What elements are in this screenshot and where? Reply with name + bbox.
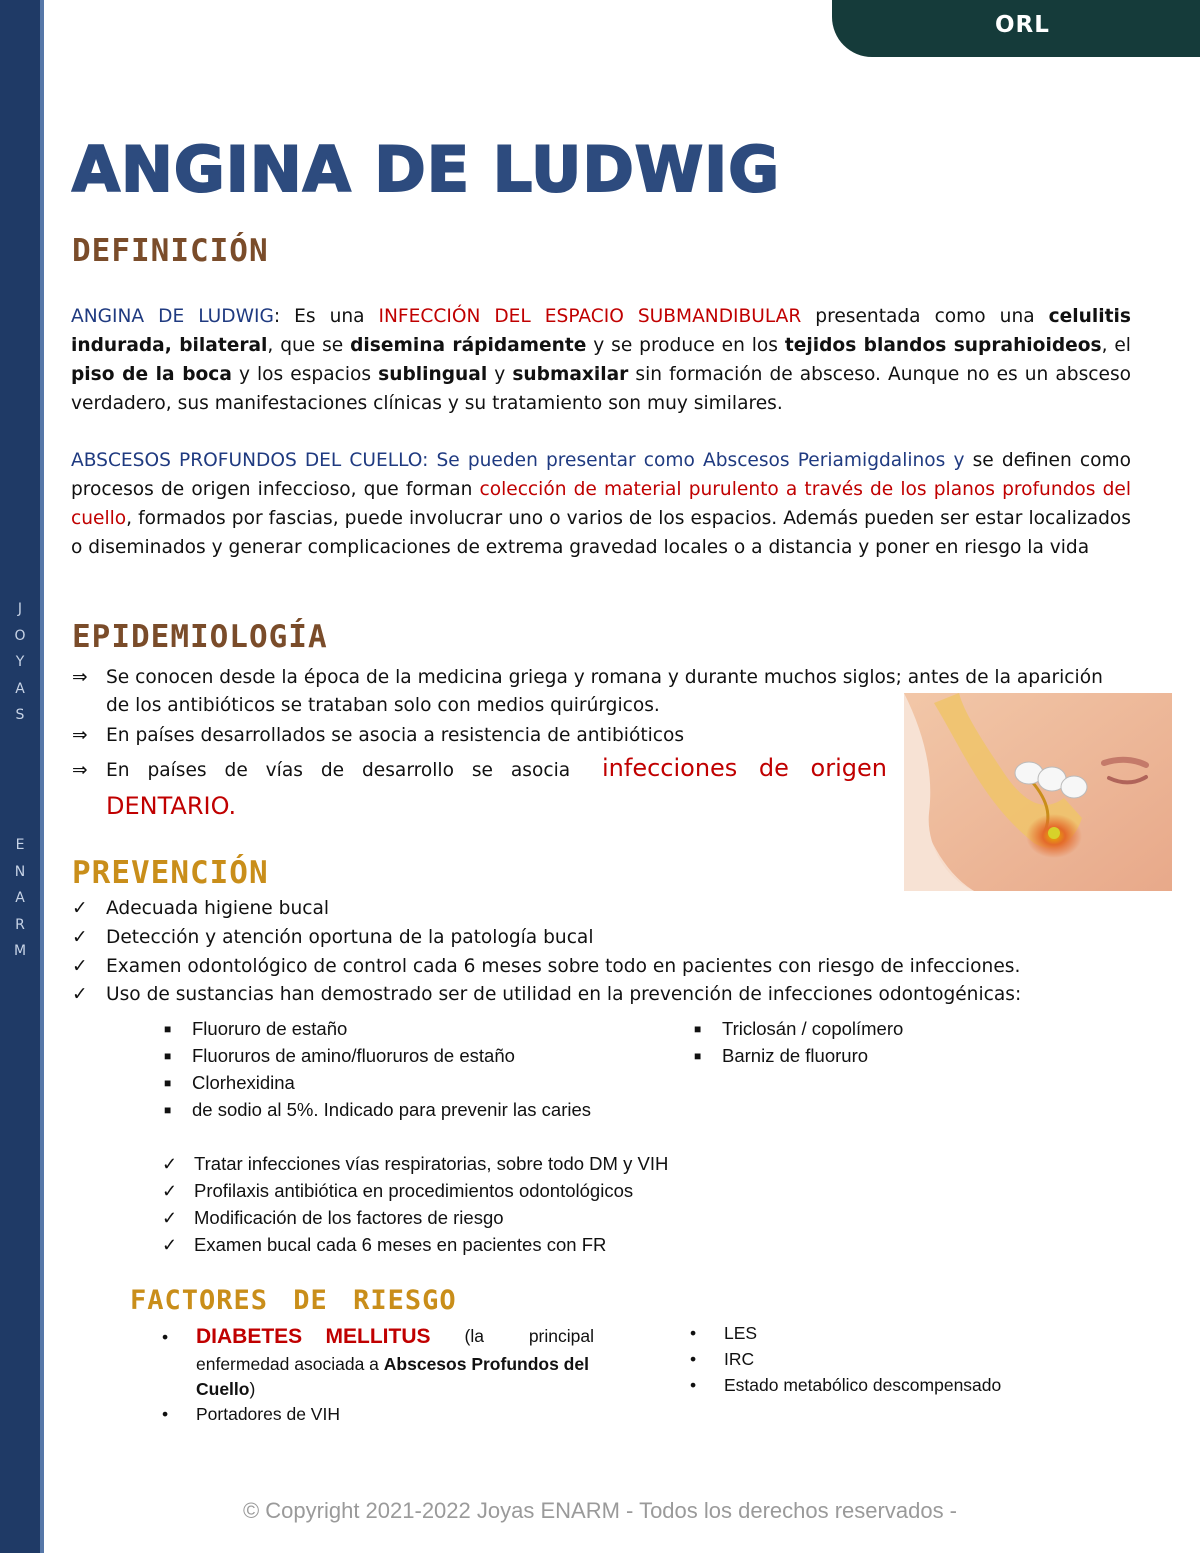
sidebar-letter: M	[13, 943, 27, 959]
square-bullet-icon: ■	[694, 1022, 702, 1036]
sub-list-item-text: Fluoruros de amino/fluoruros de estaño	[192, 1045, 515, 1066]
sub-list-item	[160, 1069, 295, 1097]
bold-text: sublingual	[378, 364, 488, 385]
sub-list-item	[160, 1042, 515, 1070]
text: , formados por fascias, puede involucrar uno o varios de los espacios. Además pueden ser estar localizados o diseminados y generar complicaciones de extrema gravedad locales o a distancia y poner en riesgo la vida	[71, 508, 1131, 558]
text: y los espacios	[231, 364, 379, 385]
text: y	[487, 364, 513, 385]
bullet-icon: •	[690, 1375, 697, 1395]
sidebar-letter: A	[15, 680, 25, 697]
risk-factor-continuation	[196, 1377, 255, 1403]
list-item-text: En países desarrollados se asocia a resistencia de antibióticos	[106, 725, 685, 746]
checkmark-icon: ✓	[162, 1235, 178, 1255]
checkmark-icon: ✓	[162, 1208, 178, 1228]
heading-epidemiologia: EPIDEMIOLOGÍA	[72, 619, 328, 655]
arrow-icon: ⇒	[72, 725, 88, 746]
heading-prevencion: PREVENCIÓN	[72, 855, 269, 891]
sidebar-letter: N	[14, 863, 26, 880]
page-title: ANGINA DE LUDWIG	[72, 133, 781, 206]
sidebar-letter: S	[15, 707, 25, 723]
highlight-text: DENTARIO.	[106, 792, 237, 820]
bullet-icon: •	[162, 1327, 169, 1347]
bullet-icon: •	[690, 1323, 697, 1343]
section-tab-label: ORL	[995, 12, 1050, 38]
list-item-text: Se conocen desde la época de la medicina griega y romana y durante muchos siglos; antes de la aparición	[106, 667, 1103, 688]
text-navy: Se pueden presentar como Abscesos Periamigdalinos y	[428, 450, 965, 471]
bold-text: disemina rápidamente	[350, 335, 587, 356]
risk-factor-item	[162, 1324, 594, 1351]
text: se definen como procesos de origen infeccioso, que forman	[71, 450, 1131, 500]
risk-factor-continuation	[196, 1352, 589, 1378]
sidebar-strip	[0, 0, 44, 1553]
list-item-text: Adecuada higiene bucal	[106, 898, 330, 919]
sub-list-item-text: Triclosán / copolímero	[722, 1018, 904, 1039]
sub-list-item	[160, 1096, 591, 1124]
paragraph-angina	[71, 302, 1131, 418]
sidebar-edge	[40, 0, 44, 1553]
text: (la principal	[464, 1326, 594, 1346]
square-bullet-icon: ■	[164, 1022, 172, 1036]
sub-list-item-text: Fluoruro de estaño	[192, 1018, 348, 1039]
sidebar-letter: Y	[15, 654, 25, 670]
list-item	[162, 1150, 668, 1178]
sidebar-letter: R	[15, 916, 25, 933]
list-item-text: En países de vías de desarrollo se asocia	[106, 760, 571, 781]
risk-factor-text: Portadores de VIH	[196, 1404, 340, 1424]
checkmark-icon: ✓	[72, 956, 88, 977]
copyright-footer: © Copyright 2021-2022 Joyas ENARM - Todos los derechos reservados -	[242, 1498, 958, 1523]
list-item-text: Uso de sustancias han demostrado ser de utilidad en la prevención de infecciones odontogénicas:	[106, 984, 1022, 1005]
sidebar-letter: O	[14, 627, 26, 644]
sidebar-letter: A	[15, 890, 25, 906]
list-item-text: Profilaxis antibiótica en procedimientos odontológicos	[194, 1180, 634, 1201]
list-item-text: Modificación de los factores de riesgo	[194, 1207, 504, 1228]
list-item-text: Tratar infecciones vías respiratorias, sobre todo DM y VIH	[194, 1153, 669, 1174]
list-item	[162, 1231, 606, 1259]
heading-definicion: DEFINICIÓN	[72, 233, 269, 269]
list-item	[72, 894, 329, 923]
term: ANGINA DE LUDWIG	[71, 306, 274, 327]
list-item-continuation: de los antibióticos se trataban solo con medios quirúrgicos.	[106, 695, 660, 716]
highlight-text: infecciones de origen	[601, 754, 887, 782]
bold-text: Cuello	[196, 1379, 250, 1399]
risk-factor-item	[690, 1347, 754, 1373]
arrow-icon: ⇒	[72, 667, 88, 688]
square-bullet-icon: ■	[694, 1049, 702, 1063]
sub-list-item-text: Barniz de fluoruro	[722, 1045, 869, 1066]
text: , el	[1101, 335, 1131, 356]
list-item-text: Examen bucal cada 6 meses en pacientes con FR	[194, 1234, 607, 1255]
sub-list-item	[160, 1015, 347, 1043]
text: y se produce en los	[586, 335, 785, 356]
bullet-icon: •	[162, 1404, 169, 1424]
sub-list-item	[690, 1015, 903, 1043]
risk-factor-item	[162, 1402, 340, 1428]
highlight-text: DIABETES MELLITUS	[196, 1325, 431, 1348]
text: )	[249, 1379, 256, 1399]
square-bullet-icon: ■	[164, 1103, 172, 1117]
bullet-icon: •	[690, 1349, 697, 1369]
text: presentada como una	[801, 306, 1049, 327]
sidebar-letter: E	[15, 837, 25, 853]
risk-factor-text: LES	[724, 1323, 758, 1343]
risk-factor-text: IRC	[724, 1349, 755, 1369]
list-item	[72, 663, 1103, 692]
text: enfermedad asociada a	[196, 1354, 384, 1374]
square-bullet-icon: ■	[164, 1076, 172, 1090]
term: ABSCESOS PROFUNDOS DEL CUELLO:	[71, 450, 429, 471]
sidebar-word-joyas	[8, 596, 32, 729]
bold-text: Abscesos Profundos del	[383, 1354, 589, 1374]
risk-factor-text: Estado metabólico descompensado	[724, 1375, 1002, 1395]
text: sin formación de absceso. Aunque no es un absceso verdadero, sus manifestaciones clínicas y su tratamiento son muy similares.	[71, 364, 1132, 414]
paragraph-abscesos	[71, 446, 1131, 562]
sidebar-letter: J	[17, 601, 23, 617]
checkmark-icon: ✓	[72, 984, 88, 1005]
list-item	[72, 721, 684, 750]
square-bullet-icon: ■	[164, 1049, 172, 1063]
bold-text: tejidos blandos suprahioideos	[784, 335, 1102, 356]
bold-text: piso de la boca	[71, 364, 232, 385]
checkmark-icon: ✓	[162, 1154, 178, 1174]
sub-list-item-text: Clorhexidina	[192, 1072, 295, 1093]
heading-factores-riesgo: FACTORES DE RIESGO	[130, 1285, 457, 1316]
sub-list-item	[690, 1042, 868, 1070]
bold-text: celulitis indurada, bilateral	[71, 306, 1131, 356]
checkmark-icon: ✓	[162, 1181, 178, 1201]
list-item	[72, 923, 594, 952]
list-item	[72, 756, 887, 785]
term-highlight: INFECCIÓN DEL ESPACIO SUBMANDIBULAR	[378, 306, 802, 327]
sub-list-item-text: de sodio al 5%. Indicado para prevenir las caries	[192, 1099, 592, 1120]
arrow-icon: ⇒	[72, 760, 88, 781]
term-highlight: colección de material purulento a través de los planos profundos del cuello	[71, 479, 1131, 529]
list-item	[72, 952, 1020, 981]
list-item	[162, 1177, 633, 1205]
list-item-text: Detección y atención oportuna de la patología bucal	[106, 927, 594, 948]
text: : Es una	[273, 306, 379, 327]
jaw-infection-illustration	[904, 693, 1172, 891]
checkmark-icon: ✓	[72, 927, 88, 948]
sidebar-word-enarm	[8, 832, 32, 965]
bold-text: submaxilar	[512, 364, 629, 385]
checkmark-icon: ✓	[72, 898, 88, 919]
list-item	[162, 1204, 504, 1232]
list-item-text: Examen odontológico de control cada 6 meses sobre todo en pacientes con riesgo de infecciones.	[106, 956, 1021, 977]
list-item	[72, 980, 1021, 1009]
risk-factor-item	[690, 1373, 1001, 1399]
risk-factor-item	[690, 1321, 757, 1347]
text: , que se	[267, 335, 351, 356]
